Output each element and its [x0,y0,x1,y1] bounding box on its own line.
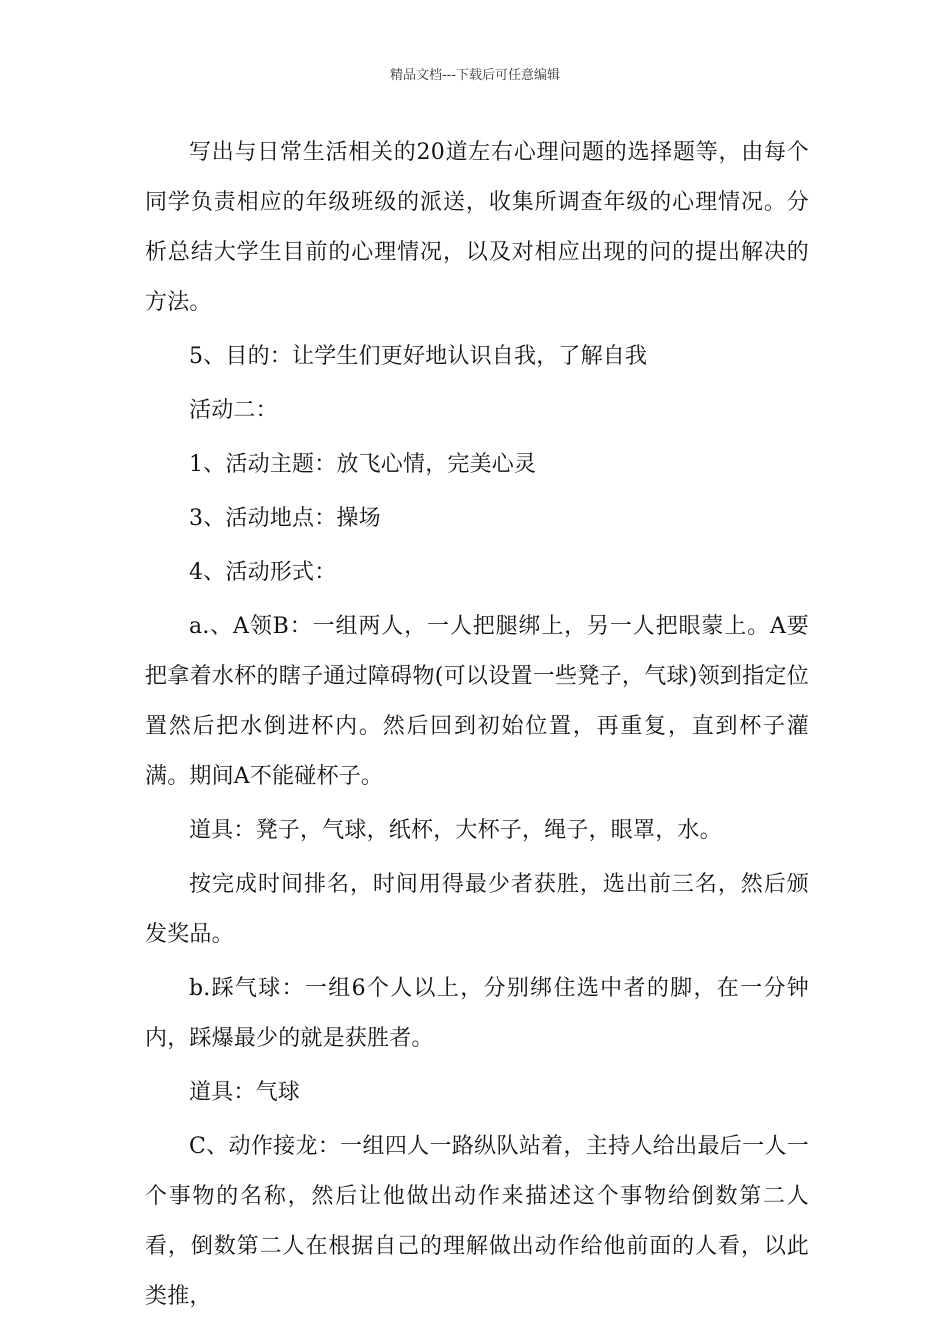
paragraph-survey-method: 写出与日常生活相关的20道左右心理问题的选择题等，由每个同学负责相应的年级班级的派送，收集所调查年级的心理情况。分析总结大学生目前的心理情况，以及对相应出现的问的提出解决的方法。 [145,140,809,315]
page-header: 精品文档---下载后可任意编辑 [389,68,561,83]
paragraph-game-c: C、动作接龙：一组四人一路纵队站着，主持人给出最后一人一个事物的名称，然后让他做出动作来描述这个事物给倒数第二人看，倒数第二人在根据自己的理解做出动作给他前面的人看，以此类推， [145,1134,809,1309]
paragraph-game-b: b.踩气球：一组6个人以上，分别绑住选中者的脚，在一分钟内，踩爆最少的就是获胜者。 [145,976,809,1051]
paragraph-goal: 5、目的：让学生们更好地认识自我，了解自我 [189,344,648,369]
paragraph-activity-format: 4、活动形式： [189,560,337,585]
paragraph-activity-two-heading: 活动二： [189,398,278,423]
paragraph-game-b-props: 道具：气球 [189,1080,301,1105]
document-body [145,128,809,1326]
paragraph-game-a: a.、A领B：一组两人，一人把腿绑上，另一人把眼蒙上。A要把拿着水杯的瞎子通过障碍物(可以设置一些凳子，气球)领到指定位置然后把水倒进杯内。然后回到初始位置，再重复，直到杯子灌满。期间A不能碰杯子。 [145,614,809,789]
paragraph-game-a-props: 道具：凳子，气球，纸杯，大杯子，绳子，眼罩，水。 [189,818,722,843]
paragraph-activity-theme: 1、活动主题：放飞心情，完美心灵 [189,452,537,477]
paragraph-activity-location: 3、活动地点：操场 [189,506,381,531]
paragraph-game-a-ranking: 按完成时间排名，时间用得最少者获胜，选出前三名，然后颁发奖品。 [145,872,809,947]
